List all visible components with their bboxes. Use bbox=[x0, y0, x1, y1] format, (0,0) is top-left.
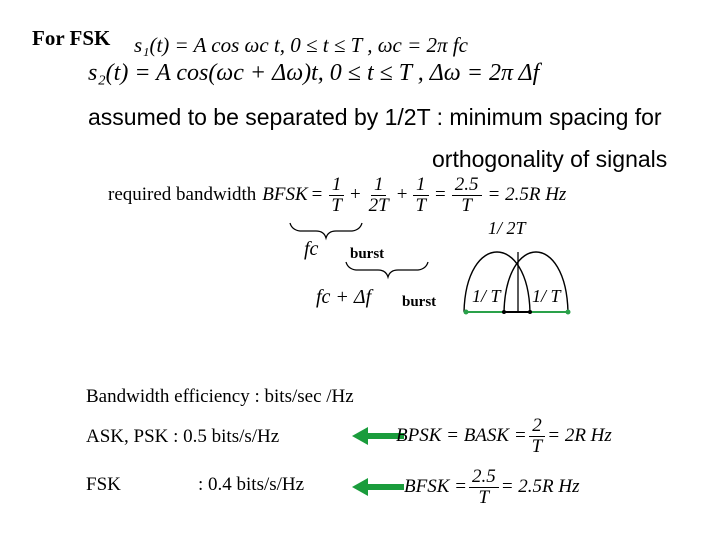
bfsk-symbol: BFSK bbox=[262, 184, 308, 205]
fsk-efficiency-value: : 0.4 bits/s/Hz bbox=[198, 474, 305, 495]
burst-label-2: burst bbox=[402, 294, 437, 310]
fraction-2-5-over-T: $\frac{2.5}{T}$ bbox=[452, 175, 482, 216]
orthogonality-statement: orthogonality of signals bbox=[432, 146, 668, 172]
for-fsk-heading: For FSK bbox=[32, 26, 111, 50]
spacing-statement: assumed to be separated by 1/2T : minimum spacing for bbox=[88, 104, 662, 130]
fraction-2-over-T: $\frac{2}{T}$ bbox=[529, 416, 546, 457]
ask-psk-efficiency: ASK, PSK : 0.5 bits/s/Hz bbox=[86, 426, 280, 447]
fsk-efficiency-label: FSK bbox=[86, 474, 121, 495]
fraction-2-5-over-T-2: $\frac{2.5}{T}$ bbox=[469, 467, 499, 508]
one-over-T-right: 1/ T bbox=[532, 286, 561, 306]
half-T-label: 1/ 2T bbox=[488, 218, 526, 238]
required-bandwidth-row: required bandwidth BFSK = $\frac{1}{T}$ + $\frac{1}{2T}$ + $\frac{1}{T}$ = $\frac{2.5}{T}$ = 2.5R Hz bbox=[108, 173, 567, 216]
arrow-fsk bbox=[352, 478, 404, 496]
brace-fc-df bbox=[346, 262, 428, 277]
one-over-T-left: 1/ T bbox=[472, 286, 501, 306]
bfsk-bandwidth-equation: BFSK = $\frac{2.5}{T}$ = 2.5R Hz bbox=[404, 465, 580, 508]
fc-label: fc bbox=[304, 238, 319, 260]
burst-label-1: burst bbox=[350, 246, 385, 262]
fraction-1-over-T-2: $\frac{1}{T}$ bbox=[412, 175, 429, 216]
required-bandwidth-label: required bandwidth bbox=[108, 184, 257, 205]
fraction-1-over-T: $\frac{1}{T}$ bbox=[328, 175, 345, 216]
fc-plus-df-label: fc + Δf bbox=[316, 286, 372, 308]
bpsk-bandwidth-equation: BPSK = BASK = $\frac{2}{T}$ = 2R Hz bbox=[396, 414, 612, 457]
fraction-1-over-2T: $\frac{1}{2T}$ bbox=[368, 173, 389, 216]
s1-equation: s₁(t) = A cos ωc t, 0 ≤ t ≤ T , ωc = 2π fc bbox=[134, 33, 468, 57]
s2-equation: s₂(t) = A cos(ωc + Δω)t, 0 ≤ t ≤ T , Δω = 2π Δf bbox=[88, 60, 540, 86]
brace-fc bbox=[290, 223, 362, 238]
bandwidth-result: = 2.5R Hz bbox=[487, 184, 567, 205]
efficiency-heading: Bandwidth efficiency : bits/sec /Hz bbox=[86, 386, 354, 407]
